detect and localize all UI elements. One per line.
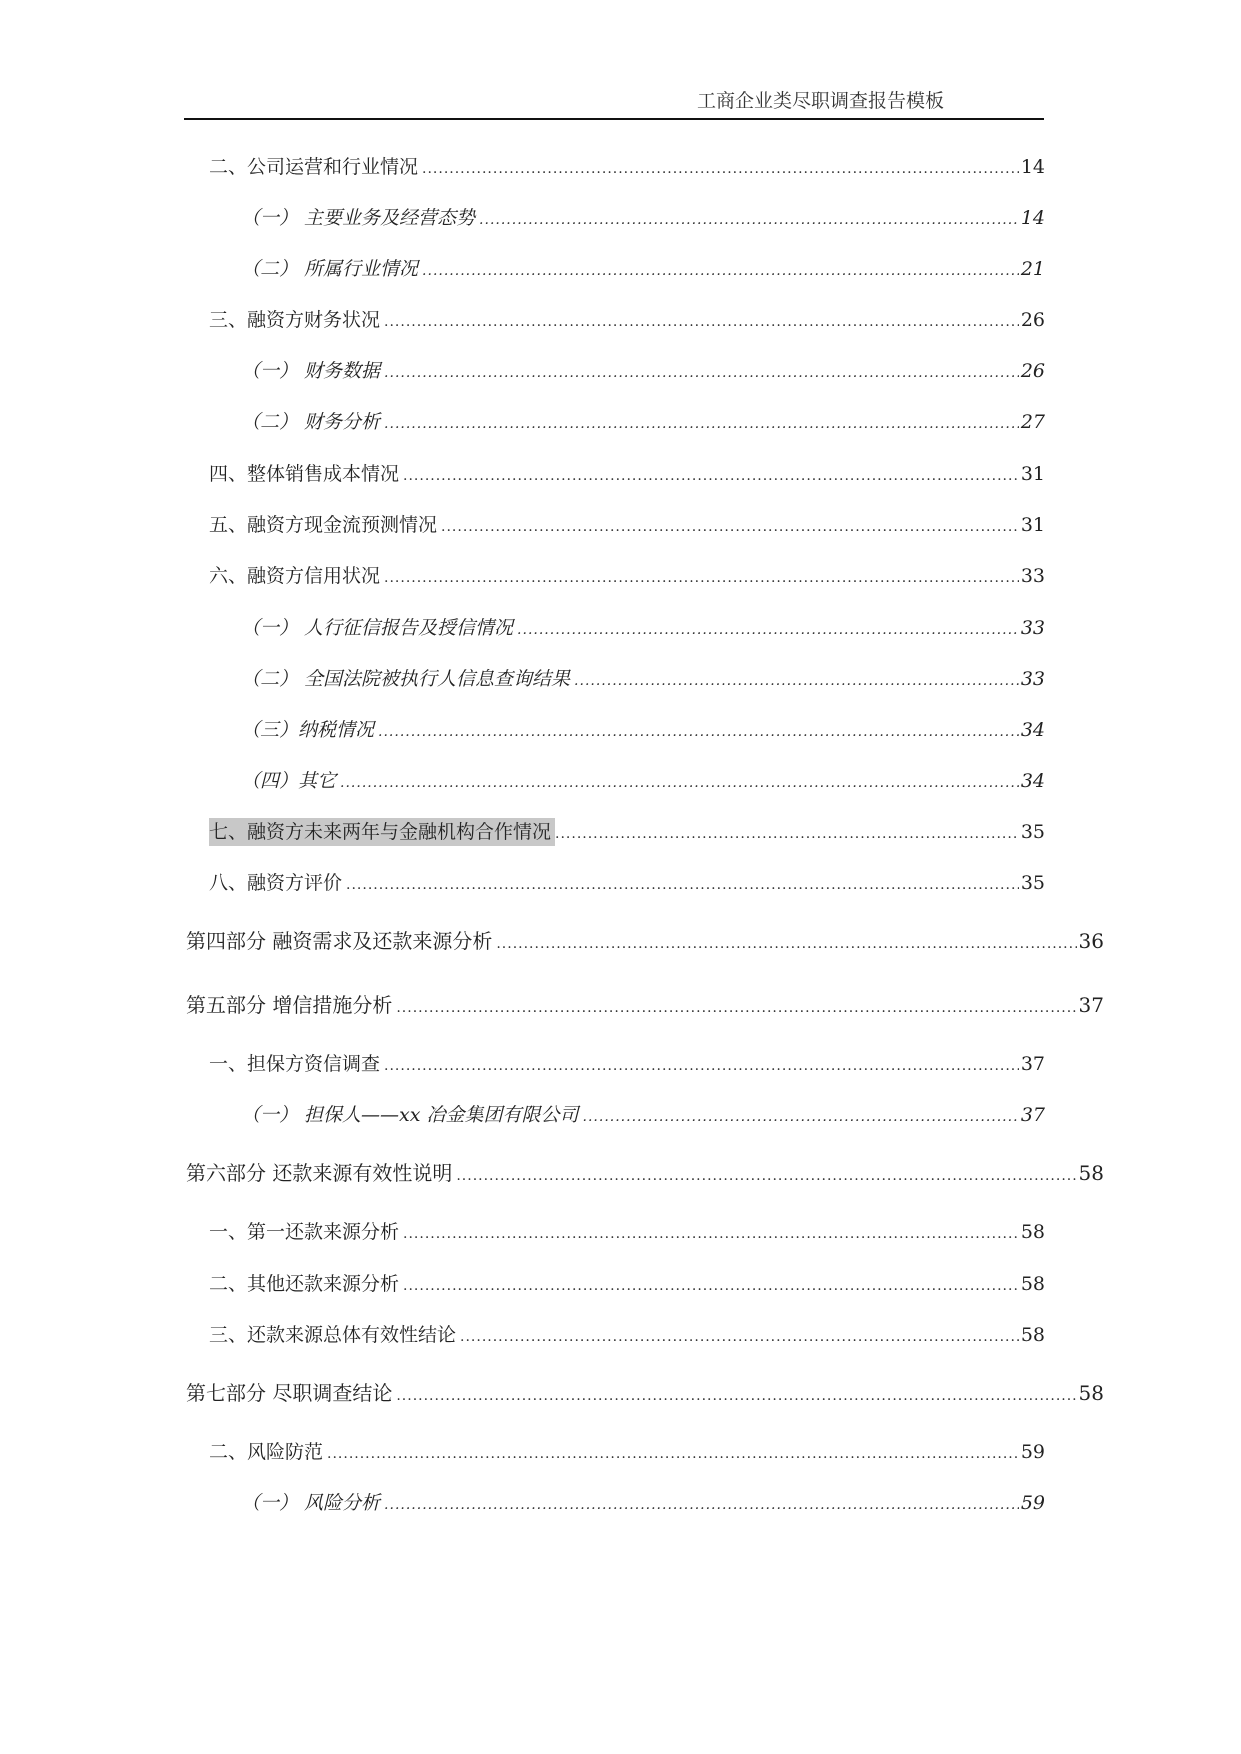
dot-leader [378,718,1019,746]
toc-entry-text: 六、融资方信用状况 [209,565,381,587]
toc-entry-page: 36 [1078,929,1104,953]
dot-leader [422,257,1019,285]
toc-entry-page: 33 [1020,565,1045,587]
dot-leader [384,1491,1019,1519]
toc-entry-text: 八、融资方评价 [209,872,343,894]
toc-entry[interactable] [186,1379,1104,1410]
dot-leader [517,616,1019,644]
dot-leader [340,769,1019,797]
toc-entry-text: 四、整体销售成本情况 [209,463,400,485]
toc-entry[interactable] [209,869,1045,899]
toc-entry[interactable] [241,255,1045,285]
toc-entry-page: 33 [1020,668,1045,690]
toc-entry[interactable] [209,1218,1045,1248]
toc-entry-text: 三、还款来源总体有效性结论 [209,1324,457,1346]
dot-leader [396,994,1076,1022]
toc-entry-text: （一） 风险分析 [241,1492,381,1514]
toc-entry-page: 26 [1020,360,1045,382]
toc-entry[interactable] [241,408,1045,438]
dot-leader [327,1440,1019,1468]
toc-entry[interactable] [241,204,1045,234]
toc-entry-page: 35 [1020,872,1045,894]
dot-leader [403,1220,1019,1248]
toc-entry-text: 五、融资方现金流预测情况 [209,514,438,536]
toc-entry-page: 58 [1020,1221,1045,1243]
toc-entry-page: 26 [1020,309,1045,331]
toc-entry-text: 二、其他还款来源分析 [209,1273,400,1295]
toc-entry-text: （一） 财务数据 [241,360,381,382]
page-header [184,82,1044,120]
toc-entry-text: 第六部分 还款来源有效性说明 [186,1161,453,1185]
toc-entry[interactable] [209,511,1045,541]
dot-leader [403,1272,1019,1300]
dot-leader [555,820,1019,848]
dot-leader [583,1103,1019,1131]
toc-entry[interactable] [186,991,1104,1022]
toc-entry-page: 34 [1020,770,1045,792]
toc-entry-text: 七、融资方未来两年与金融机构合作情况 [209,818,555,846]
toc-entry-text: 二、风险防范 [209,1441,324,1463]
toc-entry-text: 第七部分 尽职调查结论 [186,1381,393,1405]
toc-entry[interactable] [209,1438,1045,1468]
toc-entry-page: 35 [1020,821,1045,843]
dot-leader [422,155,1019,183]
toc-entry[interactable] [209,818,1045,848]
toc-entry-text: （三）纳税情况 [241,719,375,741]
dot-leader [574,667,1019,695]
toc-entry-page: 58 [1020,1273,1045,1295]
toc-entry-text: （二） 财务分析 [241,411,381,433]
toc-entry-text: 二、公司运营和行业情况 [209,156,419,178]
toc-entry[interactable] [209,562,1045,592]
toc-entry-text: 第四部分 融资需求及还款来源分析 [186,929,493,953]
toc-entry-text: （四）其它 [241,770,337,792]
toc-entry[interactable] [209,1050,1045,1080]
toc-entry-page: 58 [1020,1324,1045,1346]
dot-leader [384,308,1019,336]
toc-entry-text: （二） 所属行业情况 [241,258,419,280]
toc-entry[interactable] [209,460,1045,490]
toc-entry-page: 21 [1020,258,1045,280]
toc-entry-page: 58 [1078,1161,1104,1185]
toc-entry[interactable] [209,153,1045,183]
toc-entry[interactable] [241,1489,1045,1519]
toc-entry-page: 27 [1020,411,1045,433]
toc-entry[interactable] [241,716,1045,746]
toc-entry[interactable] [186,927,1104,958]
dot-leader [479,206,1019,234]
dot-leader [384,410,1019,438]
toc-entry-page: 14 [1020,156,1045,178]
toc-entry-text: 第五部分 增信措施分析 [186,993,393,1017]
toc-entry-page: 59 [1020,1441,1045,1463]
toc-entry-page: 37 [1078,993,1104,1017]
dot-leader [346,871,1019,899]
dot-leader [384,564,1019,592]
toc-entry[interactable] [241,665,1045,695]
toc-entry[interactable] [241,614,1045,644]
dot-leader [496,930,1076,958]
dot-leader [460,1323,1019,1351]
dot-leader [456,1162,1076,1190]
toc-entry-page: 33 [1020,617,1045,639]
dot-leader [384,1052,1019,1080]
toc-entry[interactable] [241,767,1045,797]
toc-entry-page: 37 [1020,1104,1045,1126]
toc-entry[interactable] [241,1101,1045,1131]
toc-entry-page: 37 [1020,1053,1045,1075]
toc-entry-page: 58 [1078,1381,1104,1405]
toc-entry-text: （二） 全国法院被执行人信息查询结果 [241,668,571,690]
toc-entry-text: （一） 担保人——xx 冶金集团有限公司 [241,1104,579,1126]
toc-entry-text: （一） 人行征信报告及授信情况 [241,617,514,639]
toc-entry[interactable] [209,1270,1045,1300]
toc-entry-text: 一、担保方资信调查 [209,1053,381,1075]
dot-leader [384,359,1019,387]
toc-entry-text: 三、融资方财务状况 [209,309,381,331]
toc-entry-page: 31 [1020,514,1045,536]
dot-leader [403,462,1019,490]
dot-leader [441,513,1019,541]
toc-entry-page: 31 [1020,463,1045,485]
toc-entry-text: 一、第一还款来源分析 [209,1221,400,1243]
toc-entry-page: 34 [1020,719,1045,741]
header-title: 工商企业类尽职调查报告模板 [696,90,944,112]
toc-entry-text: （一） 主要业务及经营态势 [241,207,476,229]
toc-entry[interactable] [209,1321,1045,1351]
toc-entry[interactable] [186,1159,1104,1190]
toc-entry-page: 14 [1020,207,1045,229]
toc-entry[interactable] [241,357,1045,387]
toc-entry[interactable] [209,306,1045,336]
dot-leader [396,1382,1076,1410]
toc-entry-page: 59 [1020,1492,1045,1514]
